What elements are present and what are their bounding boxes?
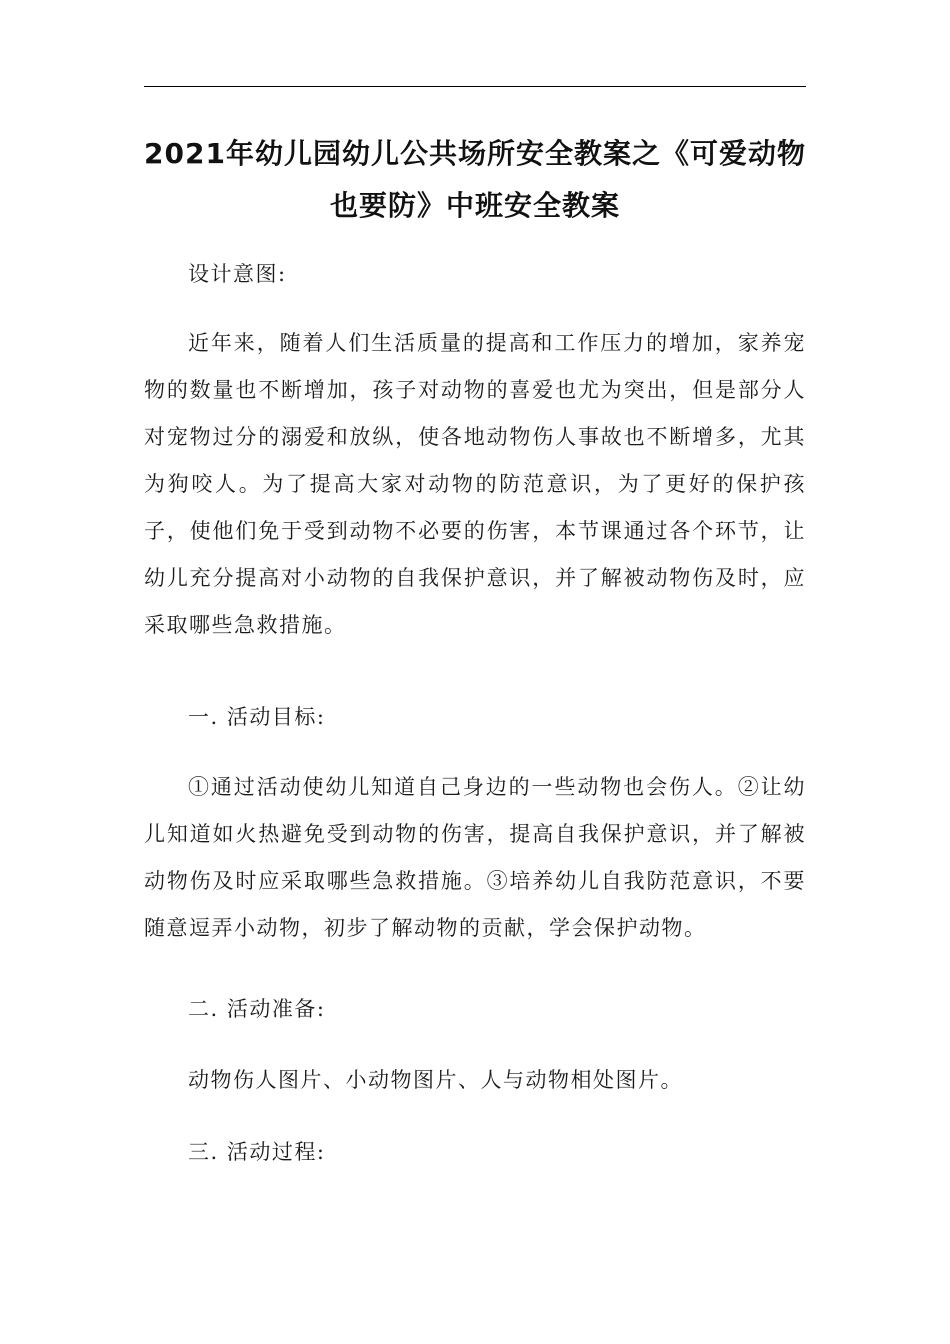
header-rule (144, 86, 806, 87)
section-heading-objectives: 一. 活动目标: (188, 705, 326, 729)
section-heading-preparation: 二. 活动准备: (188, 997, 326, 1021)
preparation-paragraph: 动物伤人图片、小动物图片、人与动物相处图片。 (188, 1068, 683, 1092)
design-intent-paragraph: 近年来，随着人们生活质量的提高和工作压力的增加，家养宠物的数量也不断增加，孩子对动物的喜爱也尤为突出，但是部分人对宠物过分的溺爱和放纵，使各地动物伤人事故也不断增多，尤其为狗咬人。为了提高大家对动物的防范意识，为了更好的保护孩子，使他们免于受到动物不必要的伤害，本节课通过各个环节，让幼儿充分提高对小动物的自我保护意识，并了解被动物伤及时，应采取哪些急救措施。 (144, 331, 806, 637)
document-title: 2021年幼儿园幼儿公共场所安全教案之《可爱动物也要防》中班安全教案 (144, 137, 806, 222)
design-intent-heading: 设计意图: (188, 262, 287, 286)
objectives-paragraph: ①通过活动使幼儿知道自己身边的一些动物也会伤人。②让幼儿知道如火热避免受到动物的伤害，提高自我保护意识，并了解被动物伤及时应采取哪些急救措施。③培养幼儿自我防范意识，不要随意逗弄小动物，初步了解动物的贡献，学会保护动物。 (144, 775, 806, 940)
section-heading-process: 三. 活动过程: (188, 1140, 326, 1164)
